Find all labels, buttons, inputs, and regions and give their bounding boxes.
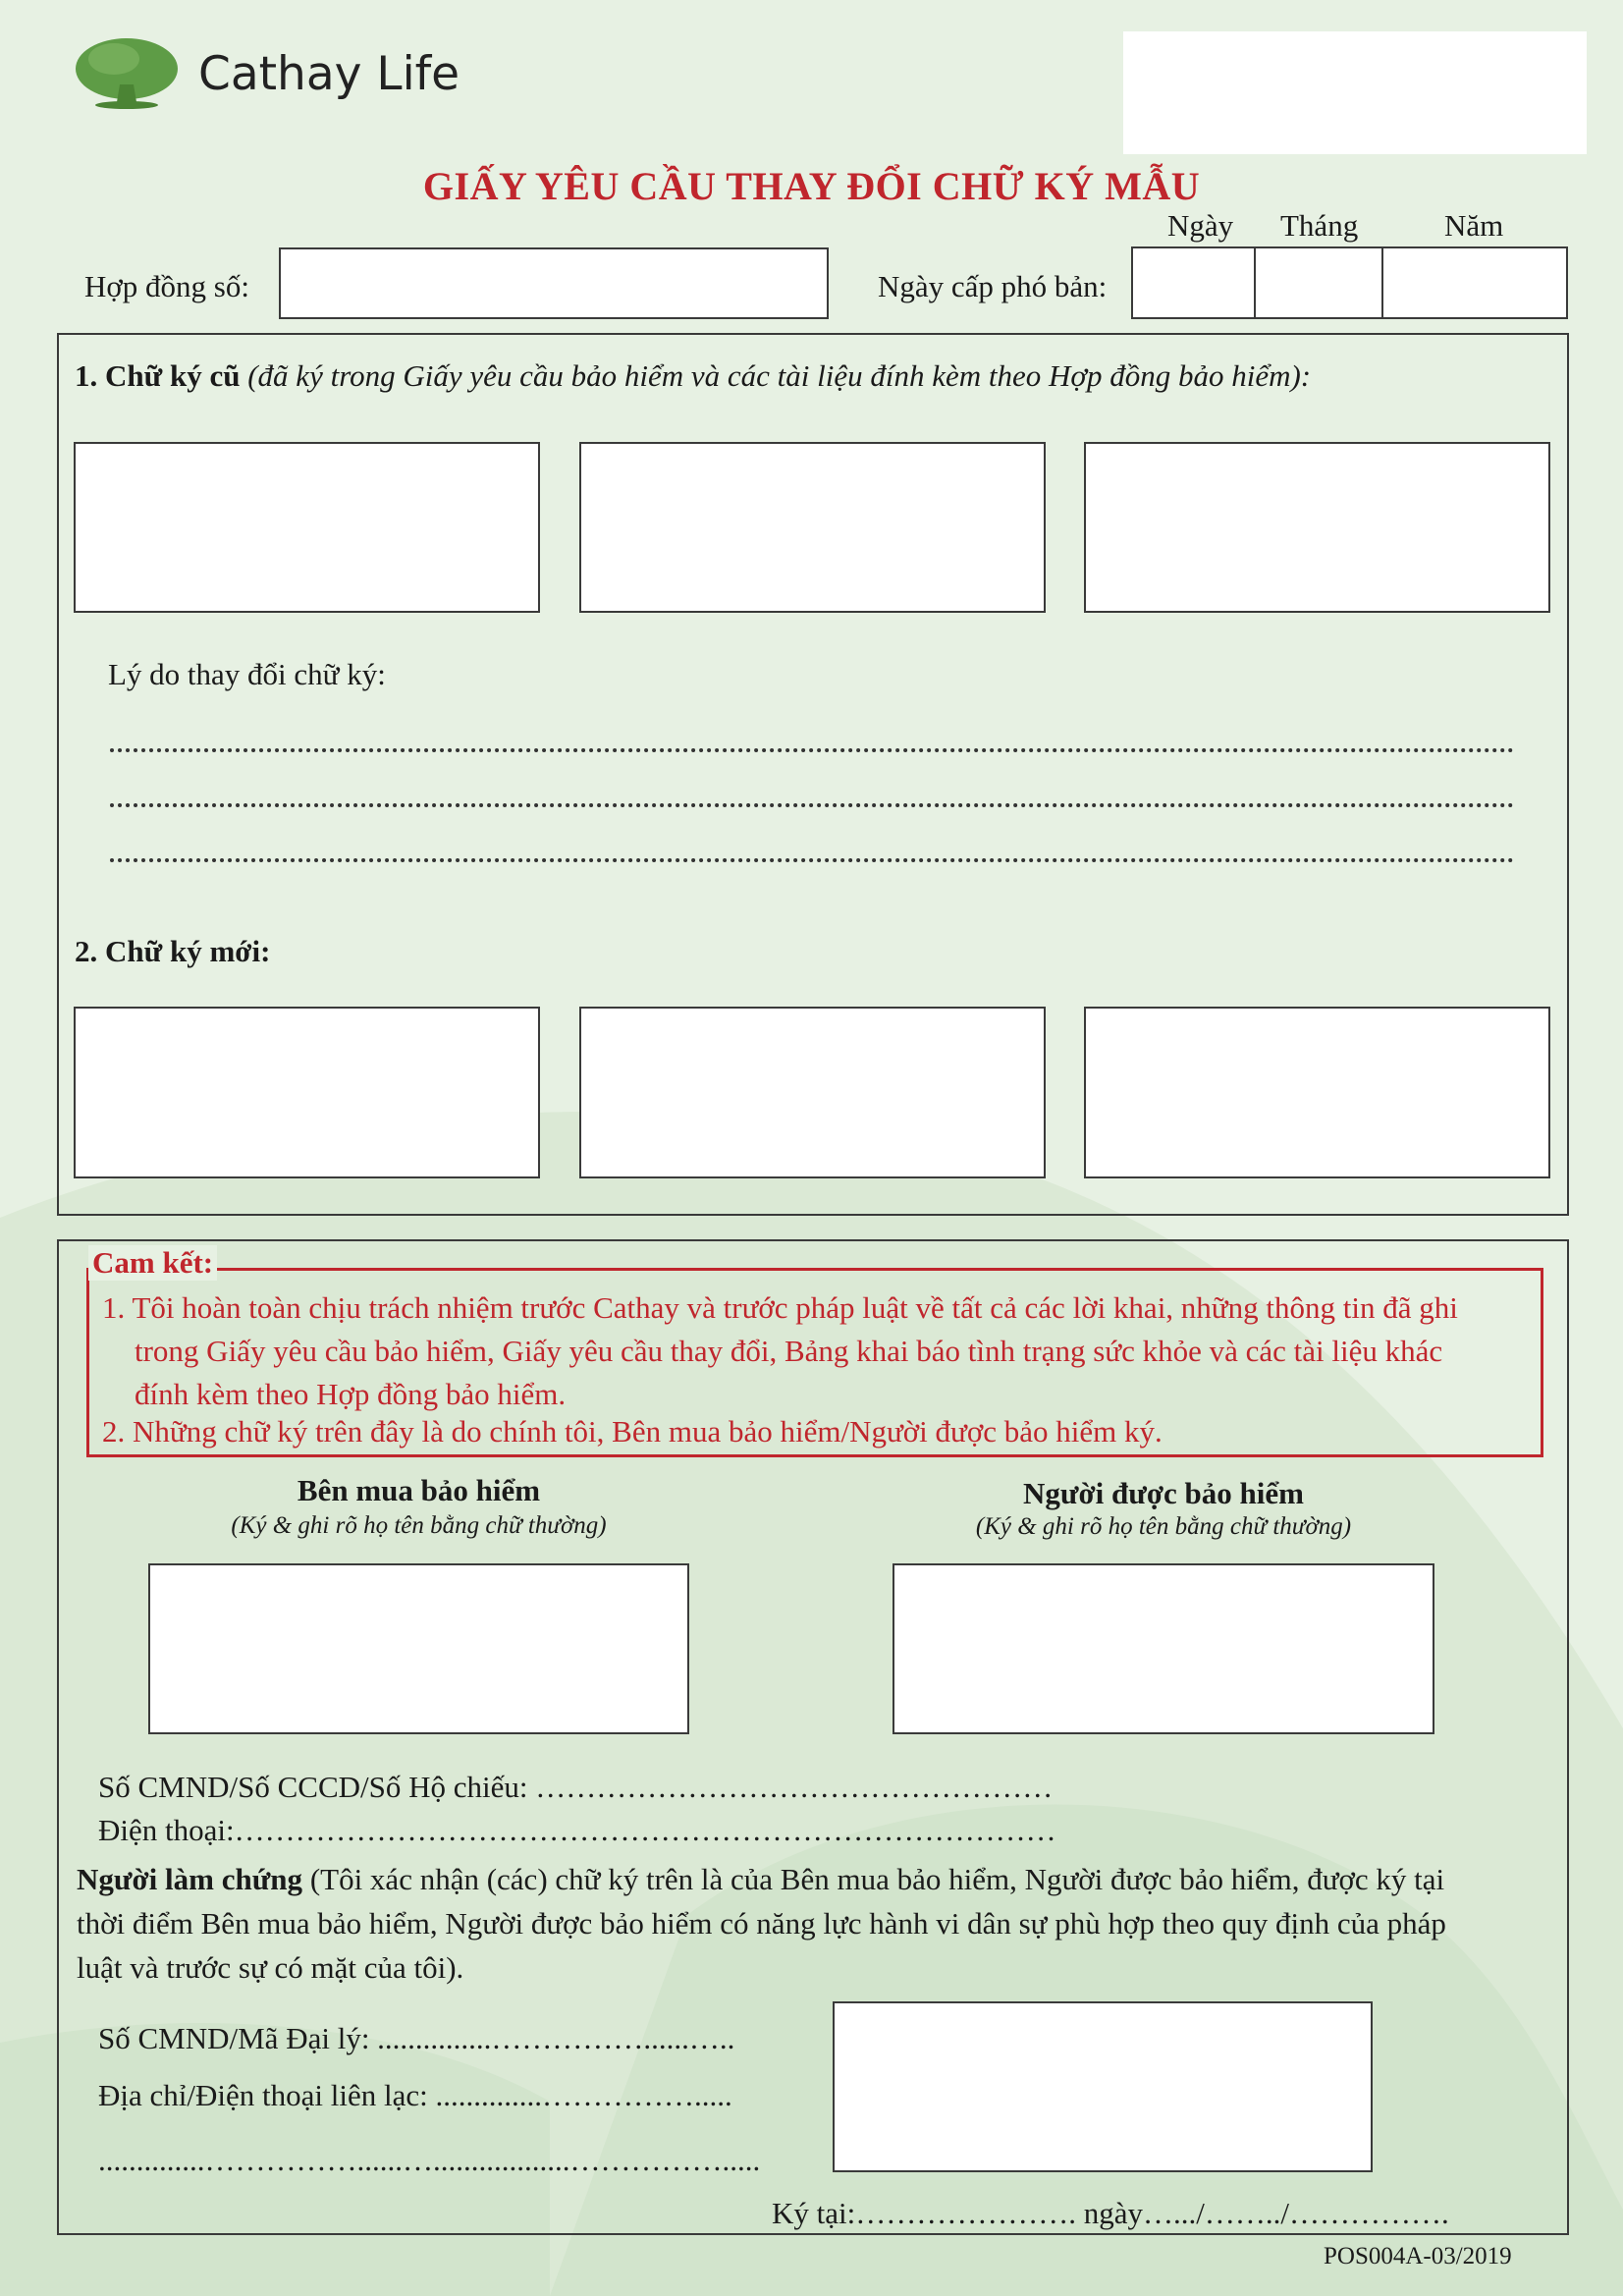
commitment-item-1-line-2: trong Giấy yêu cầu bảo hiểm, Giấy yêu cầu thay đổi, Bảng khai báo tình trạng sức khỏe và các tài liệu khác — [135, 1334, 1443, 1368]
reason-line-3[interactable] — [110, 852, 1514, 862]
form-code: POS004A-03/2019 — [1324, 2243, 1512, 2269]
witness-text-1: (Tôi xác nhận (các) chữ ký trên là của Bên mua bảo hiểm, Người được bảo hiểm, được ký tại — [309, 1862, 1445, 1896]
signed-place-date-field[interactable]: Ký tại:…………………. ngày….../……../……………. — [772, 2196, 1449, 2230]
contract-number-label: Hợp đồng số: — [84, 269, 249, 303]
date-divider — [1381, 246, 1383, 319]
new-signature-box-1[interactable] — [74, 1007, 540, 1178]
witness-line-3: luật và trước sự có mặt của tôi). — [77, 1950, 464, 1985]
buyer-title: Bên mua bảo hiểm — [297, 1473, 541, 1507]
form-title: GIẤY YÊU CẦU THAY ĐỔI CHỮ KÝ MẪU — [422, 164, 1201, 208]
witness-line-1 — [77, 1862, 1444, 1897]
reason-line-1[interactable] — [110, 742, 1514, 752]
insured-signature-box[interactable] — [893, 1563, 1434, 1734]
new-signature-box-3[interactable] — [1084, 1007, 1550, 1178]
agent-id-field[interactable]: Số CMND/Mã Đại lý: ...............……………......….. — [98, 2021, 735, 2055]
address-phone-field[interactable]: Địa chỉ/Điện thoại liên lạc: ..............……………..... — [98, 2078, 732, 2112]
contract-number-field[interactable] — [279, 247, 829, 319]
commitment-item-1-line-3: đính kèm theo Hợp đồng bảo hiểm. — [135, 1377, 567, 1411]
witness-heading: Người làm chứng — [77, 1862, 303, 1896]
brand-name: Cathay Life — [198, 47, 460, 101]
witness-line-2: thời điểm Bên mua bảo hiểm, Người được bảo hiểm có năng lực hành vi dân sự phù hợp theo quy định của pháp — [77, 1906, 1446, 1941]
old-signature-box-2[interactable] — [579, 442, 1046, 613]
day-label: Ngày — [1167, 208, 1234, 243]
commitment-item-2: 2. Những chữ ký trên đây là do chính tôi, Bên mua bảo hiểm/Người được bảo hiểm ký. — [102, 1414, 1163, 1449]
id-number-field[interactable]: Số CMND/Số CCCD/Số Hộ chiếu: …………………………………………… — [98, 1770, 1054, 1804]
old-signature-heading — [75, 358, 1311, 394]
issue-date-label: Ngày cấp phó bản: — [878, 269, 1108, 303]
insured-note: (Ký & ghi rõ họ tên bằng chữ thường) — [975, 1513, 1352, 1540]
new-signature-box-2[interactable] — [579, 1007, 1046, 1178]
old-signature-box-1[interactable] — [74, 442, 540, 613]
buyer-signature-box[interactable] — [148, 1563, 689, 1734]
insured-title: Người được bảo hiểm — [1023, 1476, 1304, 1510]
address-continuation-field[interactable]: ..............……………......…..................……………..... — [98, 2143, 761, 2177]
old-signature-heading-bold: 1. Chữ ký cũ — [75, 358, 241, 393]
year-label: Năm — [1444, 208, 1504, 243]
new-signature-heading: 2. Chữ ký mới: — [75, 934, 271, 968]
old-signature-box-3[interactable] — [1084, 442, 1550, 613]
office-use-box — [1123, 31, 1587, 154]
phone-field[interactable]: Điện thoại:……………………………………………………………………… — [98, 1813, 1056, 1847]
month-label: Tháng — [1280, 208, 1359, 243]
buyer-note: (Ký & ghi rõ họ tên bằng chữ thường) — [231, 1512, 607, 1539]
reason-label: Lý do thay đổi chữ ký: — [108, 657, 386, 691]
cathay-tree-logo-icon — [75, 35, 179, 110]
date-divider — [1254, 246, 1256, 319]
issue-date-field[interactable] — [1131, 246, 1568, 319]
commitment-label: Cam kết: — [88, 1245, 217, 1281]
witness-signature-box[interactable] — [833, 2001, 1373, 2172]
old-signature-heading-note: (đã ký trong Giấy yêu cầu bảo hiểm và các tài liệu đính kèm theo Hợp đồng bảo hiểm): — [247, 358, 1312, 393]
commitment-item-1-line-1: 1. Tôi hoàn toàn chịu trách nhiệm trước Cathay và trước pháp luật về tất cả các lời khai, những thông tin đã ghi — [102, 1290, 1458, 1325]
reason-line-2[interactable] — [110, 797, 1514, 807]
